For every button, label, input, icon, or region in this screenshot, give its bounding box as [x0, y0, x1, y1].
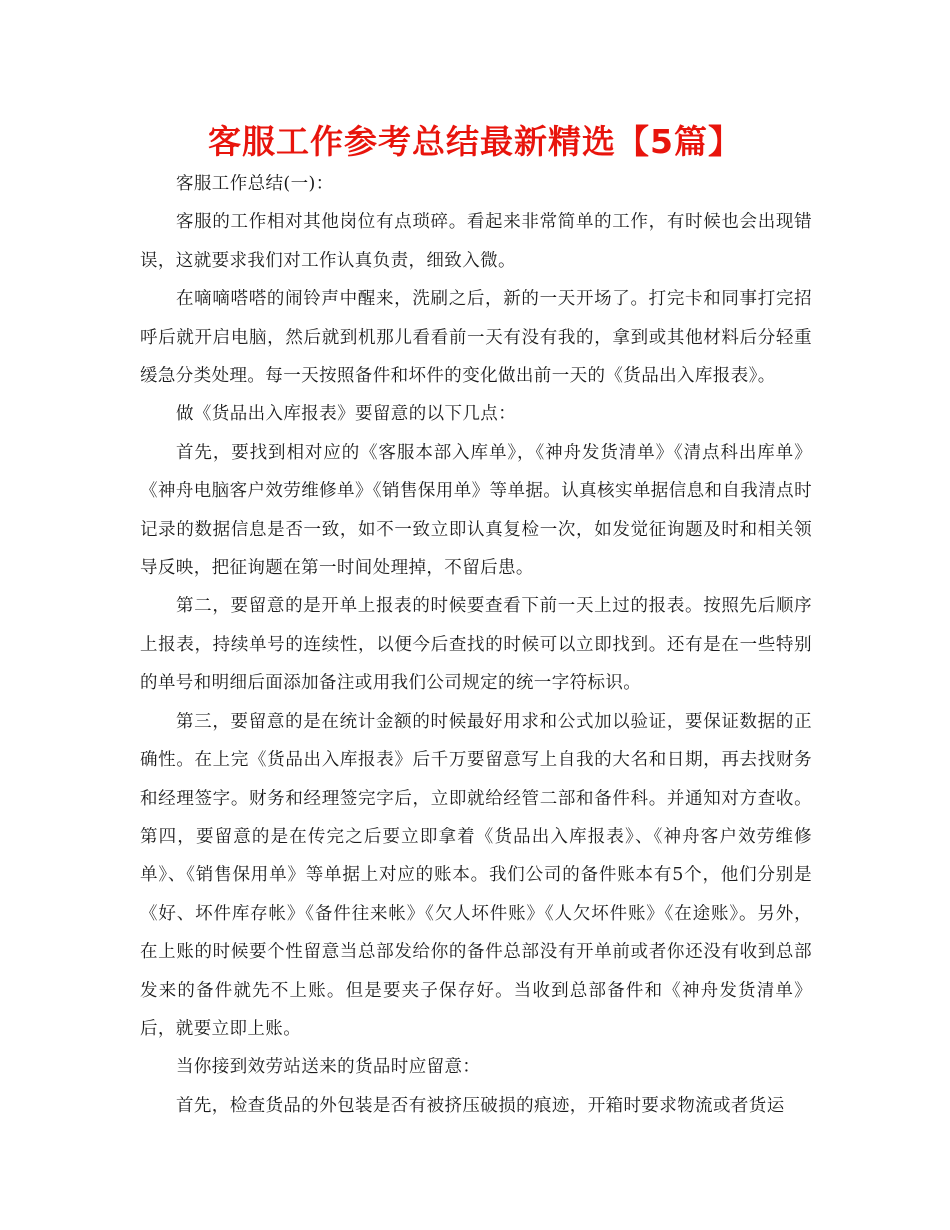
section-heading: 客服工作总结(一)： — [176, 174, 334, 194]
paragraph: 首先，检查货品的外包装是否有被挤压破损的痕迹，开箱时要求物流或者货运 — [176, 1095, 785, 1116]
paragraph: 第二，要留意的是开单上报表的时候要查看下前一天上过的报表。按照先后顺序上报表，持续单号的连续性，以便今后查找的时候可以立即找到。还有是在一些特别的单号和明细后面添加备注或用我们公司规定的统一字符标识。 — [140, 596, 812, 694]
paragraph: 做《货品出入库报表》要留意的以下几点： — [176, 404, 517, 425]
paragraph: 在嘀嘀嗒嗒的闹铃声中醒来，洗刷之后，新的一天开场了。打完卡和同事打完招呼后就开启电脑，然后就到机那儿看看前一天有没有我的，拿到或其他材料后分轻重缓急分类处理。每一天按照备件和坏件的变化做出前一天的《货品出入库报表》。 — [140, 289, 812, 387]
paragraph: 首先，要找到相对应的《客服本部入库单》，《神舟发货清单》《清点科出库单》《神舟电脑客户效劳维修单》《销售保用单》等单据。认真核实单据信息和自我清点时记录的数据信息是否一致，如不一致立即认真复检一次，如发觉征询题及时和相关领导反映，把征询题在第一时间处理掉，不留后患。 — [140, 442, 812, 579]
paragraph: 第三，要留意的是在统计金额的时候最好用求和公式加以验证，要保证数据的正确性。在上完《货品出入库报表》后千万要留意写上自我的大名和日期，再去找财务和经理签字。财务和经理签完字后，立即就给经管二部和备件科。并通知对方查收。第四，要留意的是在传完之后要立即拿着《货品出入库报表》、《神舟客户效劳维修单》、《销售保用单》等单据上对应的账本。我们公司的备件账本有5个，他们分别是《好、坏件库存帐》《备件往来帐》《欠人坏件账》《人欠坏件账》《在途账》。另外，在上账的时候要个性留意当总部发给你的备件总部没有开单前或者你还没有收到总部发来的备件就先不上账。但是要夹子保存好。当收到总部备件和《神舟发货清单》后，就要立即上账。 — [140, 711, 812, 1039]
paragraph: 客服的工作相对其他岗位有点琐碎。看起来非常简单的工作，有时候也会出现错误，这就要求我们对工作认真负责，细致入微。 — [140, 212, 812, 271]
paragraph: 当你接到效劳站送来的货品时应留意： — [176, 1057, 481, 1078]
document-body — [140, 165, 812, 1125]
document-title: 客服工作参考总结最新精选【5篇】 — [208, 122, 742, 161]
